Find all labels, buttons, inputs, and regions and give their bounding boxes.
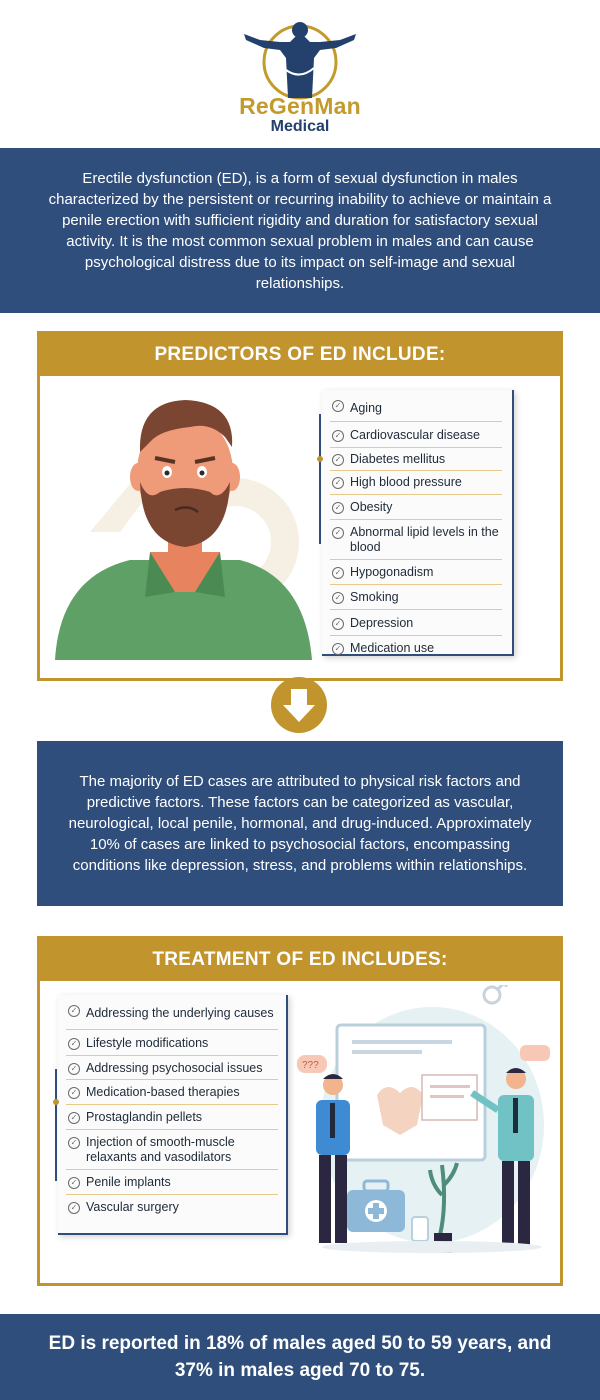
check-icon: ✓	[68, 1038, 80, 1050]
treatment-item: ✓ Medication-based therapies	[66, 1080, 278, 1105]
check-icon: ✓	[332, 400, 344, 412]
risk-factors-band	[37, 741, 563, 906]
statistics-text: ED is reported in 18% of males aged 50 to 59 years, and 37% in males aged 70 to 75.	[48, 1333, 552, 1381]
treatment-card	[58, 995, 288, 1235]
predictor-item: ✓ Smoking	[330, 585, 502, 610]
check-icon: ✓	[68, 1112, 80, 1124]
treatment-item: ✓ Vascular surgery	[66, 1195, 278, 1218]
check-icon: ✓	[332, 502, 344, 514]
check-icon: ✓	[68, 1087, 80, 1099]
risk-factors-text: The majority of ED cases are attributed to physical risk factors and predictive factors. These factors can be categorized as vascular, neurological, local penile, hormonal, and drug-induced. Approximately 10% of cases are linked to psychosocial factors, encompassing conditions like depression, stress, and problems within relationships.	[68, 773, 532, 874]
statistics-band	[0, 1314, 600, 1400]
treatment-title: TREATMENT OF ED INCLUDES:	[40, 939, 560, 981]
check-icon: ✓	[332, 643, 344, 655]
predictors-title: PREDICTORS OF ED INCLUDE:	[40, 334, 560, 376]
check-icon: ✓	[332, 567, 344, 579]
worried-man-illustration	[50, 392, 320, 660]
treatment-accent-dot	[53, 1099, 59, 1105]
predictor-item: ✓ High blood pressure	[330, 471, 502, 495]
treatment-item: ✓ Penile implants	[66, 1170, 278, 1195]
check-icon: ✓	[332, 454, 344, 466]
intro-text: Erectile dysfunction (ED), is a form of sexual dysfunction in males characterized by the persistent or recurring inability to achieve or maintain a penile erection with sufficient rigidity and duration for satisfactory sexual activity. It is the most common sexual problem in males and can cause psychological distress due to its impact on self-image and sexual relationships.	[48, 169, 552, 292]
predictor-item: ✓ Cardiovascular disease	[330, 422, 502, 448]
predictors-box	[37, 331, 563, 681]
brand-logo	[0, 10, 600, 135]
predictor-item: ✓ Obesity	[330, 495, 502, 520]
predictor-item: ✓ Hypogonadism	[330, 560, 502, 585]
treatment-item: ✓ Addressing the underlying causes	[66, 1003, 278, 1030]
arrow-down-icon	[269, 675, 329, 735]
treatment-item: ✓ Addressing psychosocial issues	[66, 1056, 278, 1080]
predictors-accent-line	[319, 414, 321, 544]
check-icon: ✓	[332, 592, 344, 604]
doctor-consultation-illustration	[292, 985, 554, 1277]
check-icon: ✓	[68, 1005, 80, 1017]
check-icon: ✓	[68, 1137, 80, 1149]
check-icon: ✓	[68, 1063, 80, 1075]
check-icon: ✓	[332, 430, 344, 442]
check-icon: ✓	[332, 618, 344, 630]
predictor-item: ✓ Aging	[330, 398, 502, 422]
brand-subname: Medical	[270, 118, 330, 135]
predictor-item: ✓ Abnormal lipid levels in the blood	[330, 520, 502, 560]
treatment-item: ✓ Injection of smooth-muscle relaxants and vasodilators	[66, 1130, 278, 1170]
check-icon: ✓	[332, 527, 344, 539]
figure-arms-open-icon	[240, 20, 360, 100]
check-icon: ✓	[68, 1177, 80, 1189]
predictor-item: ✓ Medication use	[330, 636, 502, 659]
treatment-item: ✓ Prostaglandin pellets	[66, 1105, 278, 1130]
intro-band	[0, 148, 600, 313]
brand-name: ReGenMan	[239, 93, 361, 119]
check-icon: ✓	[68, 1202, 80, 1214]
predictor-item: ✓ Depression	[330, 610, 502, 636]
treatment-item: ✓ Lifestyle modifications	[66, 1030, 278, 1056]
check-icon: ✓	[332, 477, 344, 489]
predictors-accent-dot	[317, 456, 323, 462]
predictor-item: ✓ Diabetes mellitus	[330, 448, 502, 471]
question-bubble-text: ???	[302, 1060, 319, 1071]
treatment-box	[37, 936, 563, 1286]
treatment-accent-line	[55, 1069, 57, 1181]
predictors-card	[322, 390, 514, 656]
